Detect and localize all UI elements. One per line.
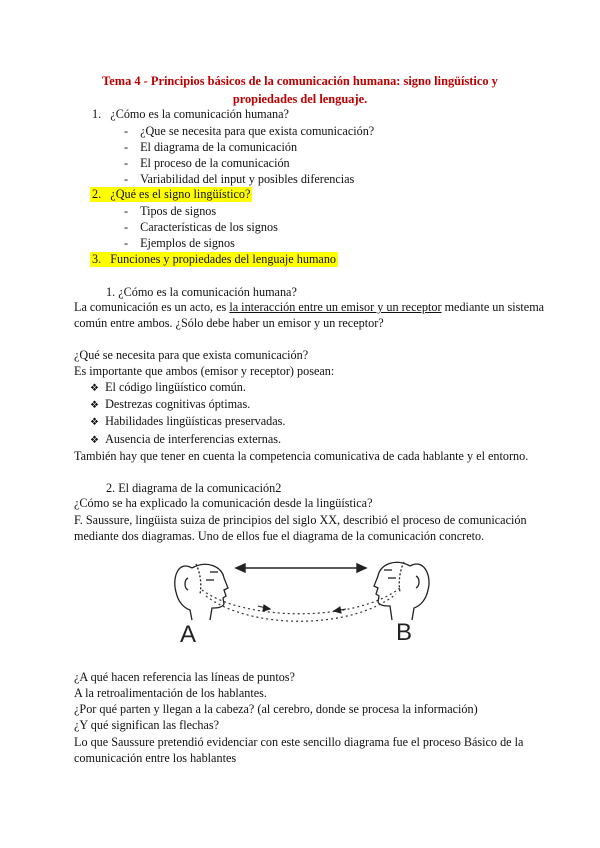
outline-item-3 <box>90 252 338 267</box>
diamond-bullet-icon: ❖ <box>90 400 99 411</box>
section1-paragraph-line2: común entre ambos. ¿Sólo debe haber un emisor y un receptor? <box>74 316 384 330</box>
bullet-item: ❖ Ausencia de interferencias externas. <box>90 432 282 446</box>
section1-heading: 1. ¿Cómo es la comunicación humana? <box>106 285 297 299</box>
dotted-paths <box>202 588 400 621</box>
page-title-line2: propiedades del lenguaje. <box>232 92 368 106</box>
question-needs: ¿Qué se necesita para que exista comunicación? <box>74 348 309 362</box>
outline-label: ¿Cómo es la comunicación humana? <box>110 107 289 121</box>
section1-closing: También hay que tener en cuenta la competencia comunicativa de cada hablante y el entorno. <box>74 449 529 463</box>
outline-num: 2. <box>92 187 102 201</box>
outline-num: 3. <box>92 252 102 266</box>
diamond-bullet-icon: ❖ <box>90 383 99 394</box>
bullet-item: ❖ Destrezas cognitivas óptimas. <box>90 397 251 411</box>
diamond-bullet-icon: ❖ <box>90 435 99 446</box>
qa-line: Lo que Saussure pretendió evidenciar con este sencillo diagrama fue el proceso Básico de la <box>74 735 524 749</box>
figure-label-b: B <box>396 619 413 646</box>
qa-line: A la retroalimentación de los hablantes. <box>74 686 267 700</box>
underlined-phrase: la interacción entre un emisor y un receptor <box>229 300 442 314</box>
outline-sub-item: - Características de los signos <box>124 220 278 234</box>
outline-item-1 <box>92 107 289 122</box>
qa-line: comunicación entre los hablantes <box>74 751 237 765</box>
section2-heading: 2. El diagrama de la comunicación2 <box>106 481 282 495</box>
section2-paragraph-line2: mediante dos diagramas. Uno de ellos fue el diagrama de la comunicación concreto. <box>74 529 485 543</box>
bullet-item: ❖ El código lingüístico común. <box>90 380 246 394</box>
outline-label: Funciones y propiedades del lenguaje humano <box>110 252 337 266</box>
section2-question: ¿Cómo se ha explicado la comunicación desde la lingüística? <box>74 496 373 510</box>
outline-sub-item: - Variabilidad del input y posibles diferencias <box>124 172 355 186</box>
outline-num: 1. <box>92 107 102 121</box>
head-b <box>374 562 429 620</box>
outline-sub-item: - Tipos de signos <box>124 204 217 218</box>
bullet-item: ❖ Habilidades lingüísticas preservadas. <box>90 414 286 428</box>
outline-sub-item: - El proceso de la comunicación <box>124 156 290 170</box>
outline-sub-item: - ¿Que se necesita para que exista comunicación? <box>124 124 375 138</box>
figure-label-a: A <box>180 621 197 648</box>
qa-line: ¿A qué hacen referencia las líneas de puntos? <box>74 670 295 684</box>
diamond-bullet-icon: ❖ <box>90 417 99 428</box>
qa-line: ¿Y qué significan las flechas? <box>74 718 220 732</box>
outline-sub-item: - El diagrama de la comunicación <box>124 140 298 154</box>
head-a <box>175 564 228 620</box>
needs-intro: Es importante que ambos (emisor y receptor) posean: <box>74 364 335 378</box>
outline-label: ¿Qué es el signo lingüístico? <box>110 187 251 201</box>
section2-paragraph: F. Saussure, lingüista suiza de principios del siglo XX, describió el proceso de comunicación <box>74 513 527 527</box>
qa-line: ¿Por qué parten y llegan a la cabeza? (al cerebro, donde se procesa la información) <box>74 702 478 716</box>
page-title: Tema 4 - Principios básicos de la comunicación humana: signo lingüístico y <box>102 74 498 88</box>
arrow-icon <box>236 564 366 572</box>
outline-item-2 <box>90 187 252 202</box>
section1-paragraph: La comunicación es un acto, es la interacción entre un emisor y un receptor mediante un sistema <box>74 300 545 314</box>
outline-sub-item: - Ejemplos de signos <box>124 236 235 250</box>
